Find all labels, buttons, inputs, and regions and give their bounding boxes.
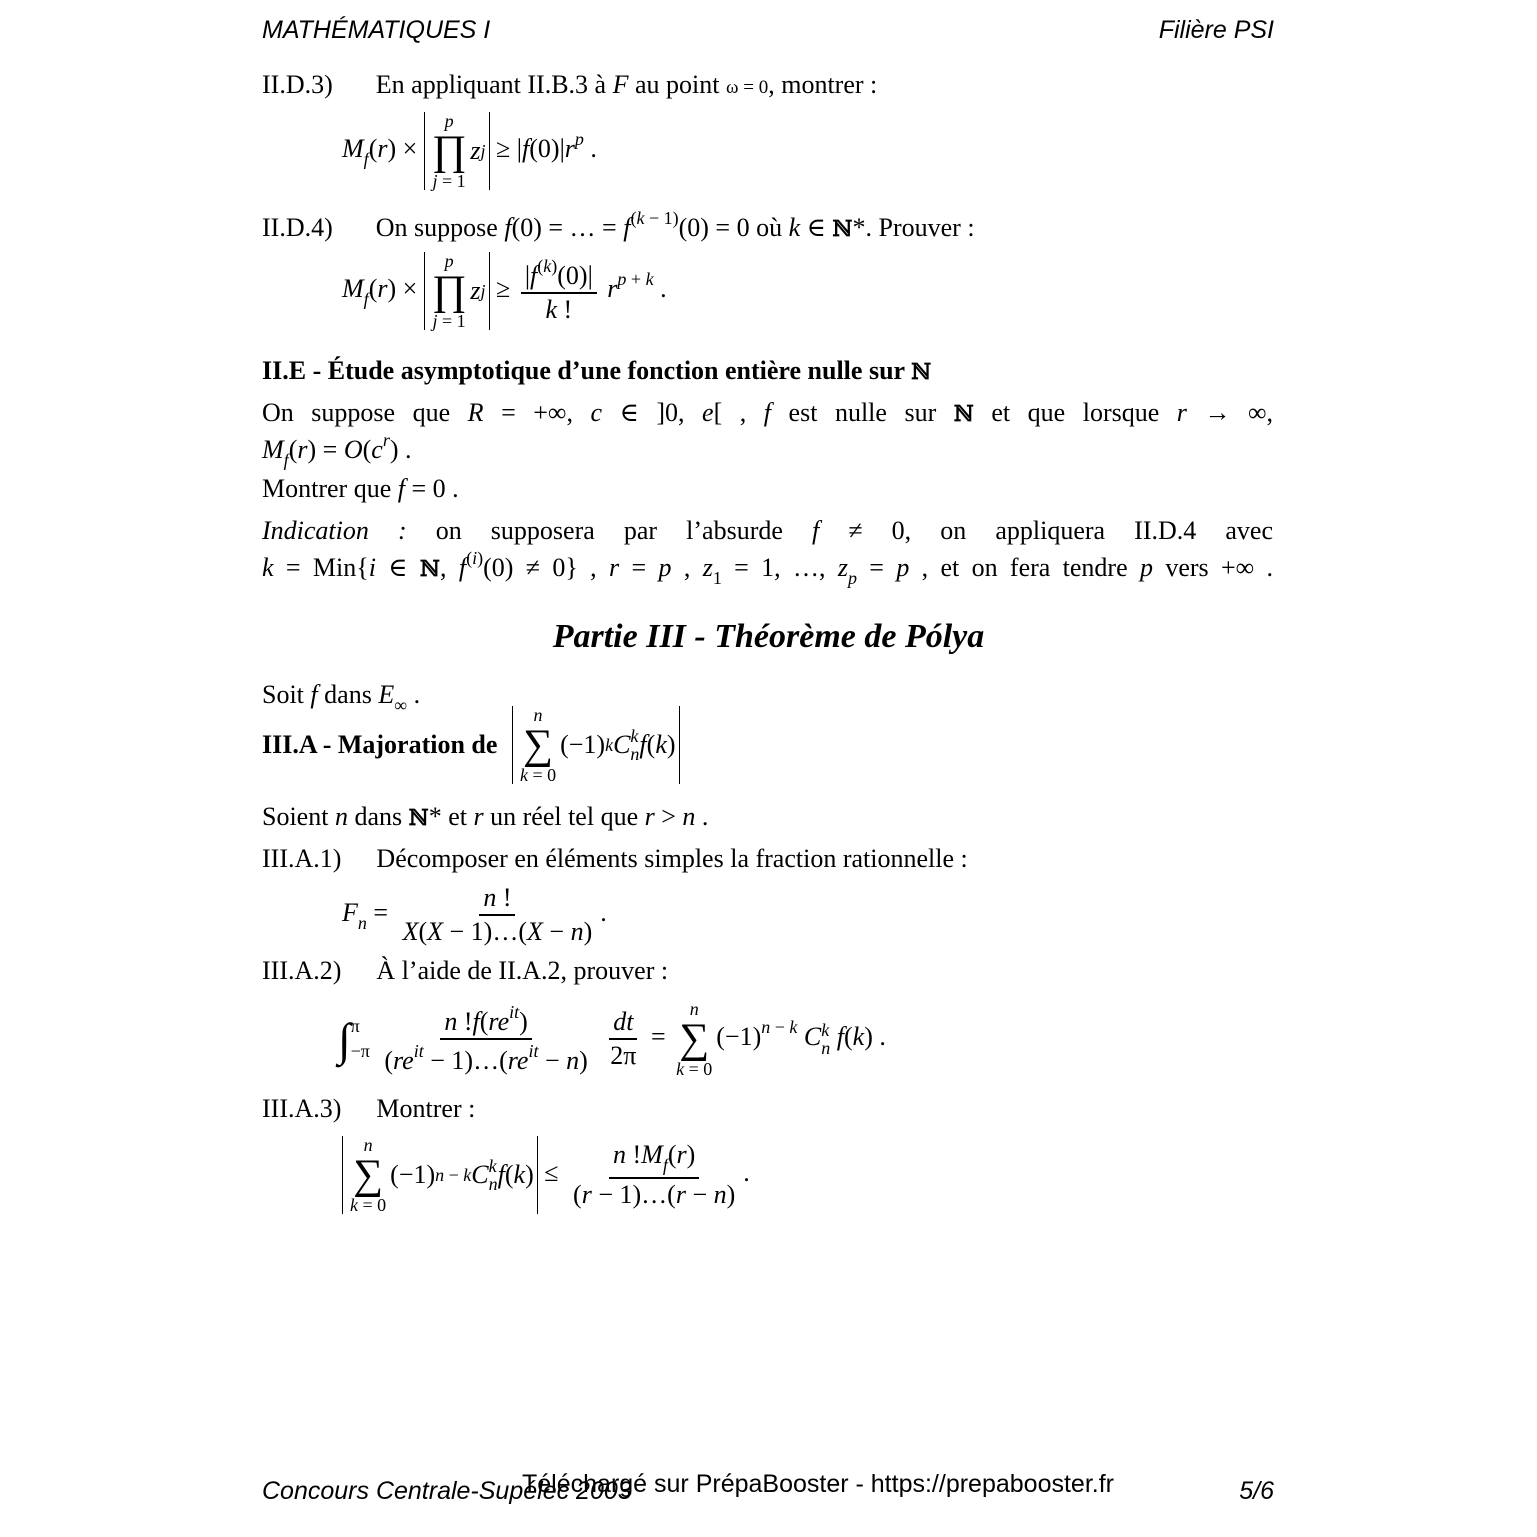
formula-iiia2: ∫ π −π $\frac{n !f(re^{it})}{(re^{it} - 1)\dots(re^{it} - n)}$ $\frac{dt}{2\pi}$ = n ∑ k = 0 $(-1)^{n - k}$ C k n f(k) .	[338, 999, 886, 1079]
question-iid4	[262, 208, 975, 243]
question-label: II.D.3)	[262, 70, 333, 99]
formula-iiia3: n ∑ k = 0 (−1) n − k C k n f ( k ) ≤ $\frac{n !M_f(r)}{(r - 1)\dots(r - n)}$ .	[342, 1136, 750, 1214]
question-iiia2	[262, 956, 668, 986]
formula-iid3: $M_f(r)$ × p ∏ j = 1 z j ≥ $|f(0)|r^p$ .	[342, 111, 597, 191]
question-label: III.A.2)	[262, 956, 342, 985]
section-heading-iie: II.E - Étude asymptotique d’une fonction entière nulle sur ℕ	[262, 356, 932, 385]
question-iid3	[262, 70, 877, 100]
question-text: On suppose f(0) = … = $f^{(k - 1)}(0) = 0$ où k ∈ ℕ*. Prouver :	[375, 208, 975, 242]
question-text: En appliquant II.B.3 à F au point ω = 0, montrer :	[375, 70, 878, 99]
question-text: Décomposer en éléments simples la fraction rationnelle :	[376, 844, 968, 873]
paragraph-soient: Soient n dans ℕ* et r un réel tel que r > n .	[262, 802, 709, 831]
header-subject: MATHÉMATIQUES I	[262, 16, 491, 44]
header-track: Filière PSI	[1158, 16, 1274, 44]
paragraph-iie-goal: Montrer que f = 0 .	[262, 474, 459, 503]
footer-contest: Concours Centrale-Supélec 2003	[262, 1477, 632, 1505]
question-text: Montrer :	[376, 1094, 476, 1123]
question-label: III.A.1)	[262, 844, 342, 873]
paragraph-iie-hint: Indication : on supposera par l’absurde f ≠ 0, on appliquera II.D.4 avec k = Min{i ∈ ℕ, $f^{(i)}(0) \ne 0$} , r = p , $z_1 = 1$, …, $z_p = p$ , et on fera tendre p vers +∞ .	[262, 516, 1274, 588]
part-title: Partie III - Théorème de Pólya	[552, 618, 985, 655]
footer-watermark-link[interactable]: Téléchargé sur PrépaBooster - https://prepabooster.fr	[522, 1470, 1114, 1498]
question-label: III.A.3)	[262, 1094, 342, 1123]
section-heading-iiia: III.A - Majoration de n ∑ k = 0 (−1) k C k n f ( k )	[262, 706, 680, 784]
footer-page-number: 5/6	[1239, 1477, 1274, 1505]
formula-iiia1: $F_n$ = $\frac{n !}{X(X - 1)\dots(X - n)}$ .	[342, 883, 607, 946]
question-iiia1	[262, 844, 968, 874]
question-label: II.D.4)	[262, 213, 333, 242]
formula-iid4: $M_f(r)$ × p ∏ j = 1 z j ≥ $\frac{|f^{(k)}(0)|}{k !}$ $r^{p + k}$ .	[342, 251, 667, 331]
question-text: À l’aide de II.A.2, prouver :	[376, 956, 669, 985]
paragraph-iie-hypothesis: On suppose que R = +∞, c ∈ ]0, e[ , f est nulle sur ℕ et que lorsque r → ∞, $M_f(r) = O(c^r)$ .	[262, 398, 1274, 470]
part3-intro: Soit f dans $E_\infty$ .	[262, 680, 421, 715]
question-iiia3	[262, 1094, 475, 1124]
